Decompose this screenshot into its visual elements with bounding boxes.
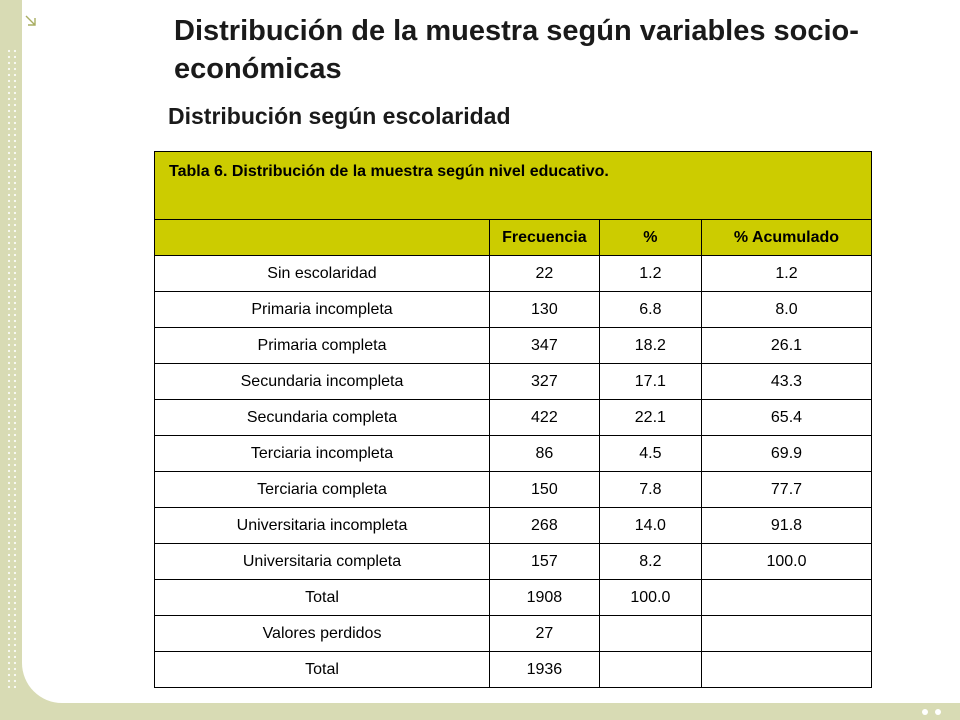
cell-frecuencia: 27: [490, 616, 600, 652]
cell-level: Primaria completa: [155, 328, 490, 364]
table-caption: Tabla 6. Distribución de la muestra según nivel educativo.: [155, 152, 872, 220]
cell-cumulative: 100.0: [701, 544, 871, 580]
cell-level: Primaria incompleta: [155, 292, 490, 328]
cell-level: Terciaria incompleta: [155, 436, 490, 472]
dot: [935, 709, 941, 715]
cell-percent: 17.1: [599, 364, 701, 400]
cell-frecuencia: 130: [490, 292, 600, 328]
header-cumulative: % Acumulado: [701, 220, 871, 256]
table-row: [155, 328, 872, 364]
education-table: [154, 151, 872, 688]
cell-percent: 14.0: [599, 508, 701, 544]
table-row: [155, 544, 872, 580]
cell-frecuencia: 157: [490, 544, 600, 580]
cell-percent: 22.1: [599, 400, 701, 436]
cell-percent: 8.2: [599, 544, 701, 580]
cell-cumulative: [701, 580, 871, 616]
cell-cumulative: 8.0: [701, 292, 871, 328]
table-row: [155, 436, 872, 472]
section-subtitle: Distribución según escolaridad: [168, 103, 511, 129]
cell-percent: 1.2: [599, 256, 701, 292]
cell-frecuencia: 22: [490, 256, 600, 292]
table-row: [155, 292, 872, 328]
cell-level: Sin escolaridad: [155, 256, 490, 292]
cell-percent: 4.5: [599, 436, 701, 472]
table-row: [155, 256, 872, 292]
cell-cumulative: 65.4: [701, 400, 871, 436]
cell-frecuencia: 86: [490, 436, 600, 472]
cell-frecuencia: 268: [490, 508, 600, 544]
cell-frecuencia: 150: [490, 472, 600, 508]
cell-percent: 6.8: [599, 292, 701, 328]
header-frecuencia: Frecuencia: [490, 220, 600, 256]
cell-cumulative: 1.2: [701, 256, 871, 292]
cell-cumulative: 69.9: [701, 436, 871, 472]
header-percent: %: [599, 220, 701, 256]
cell-cumulative: 26.1: [701, 328, 871, 364]
page-title: Distribución de la muestra según variables socio-económicas: [174, 15, 859, 85]
cell-level: Universitaria incompleta: [155, 508, 490, 544]
header-empty: [155, 220, 490, 256]
header-row: [155, 220, 872, 256]
arrow-down-right-icon: [24, 14, 38, 28]
cell-frecuencia: 422: [490, 400, 600, 436]
cell-level: Valores perdidos: [155, 616, 490, 652]
slide: [22, 0, 960, 703]
cell-level: Secundaria incompleta: [155, 364, 490, 400]
cell-cumulative: 43.3: [701, 364, 871, 400]
cell-percent: [599, 616, 701, 652]
cell-level: Universitaria completa: [155, 544, 490, 580]
table-row: [155, 364, 872, 400]
table-row: [155, 472, 872, 508]
cell-cumulative: 77.7: [701, 472, 871, 508]
cell-cumulative: 91.8: [701, 508, 871, 544]
dot: [922, 709, 928, 715]
cell-percent: [599, 652, 701, 688]
cell-level: Secundaria completa: [155, 400, 490, 436]
cell-cumulative: [701, 652, 871, 688]
dots-icon: [922, 709, 941, 715]
cell-level: Terciaria completa: [155, 472, 490, 508]
cell-level: Total: [155, 652, 490, 688]
cell-percent: 7.8: [599, 472, 701, 508]
caption-row: [155, 152, 872, 220]
cell-percent: 100.0: [599, 580, 701, 616]
table-row: [155, 652, 872, 688]
table-row: [155, 580, 872, 616]
cell-frecuencia: 347: [490, 328, 600, 364]
table-row: [155, 508, 872, 544]
cell-frecuencia: 327: [490, 364, 600, 400]
cell-frecuencia: 1908: [490, 580, 600, 616]
cell-cumulative: [701, 616, 871, 652]
decorative-dot-column: [6, 48, 16, 688]
table-row: [155, 400, 872, 436]
cell-percent: 18.2: [599, 328, 701, 364]
cell-frecuencia: 1936: [490, 652, 600, 688]
table-row: [155, 616, 872, 652]
cell-level: Total: [155, 580, 490, 616]
